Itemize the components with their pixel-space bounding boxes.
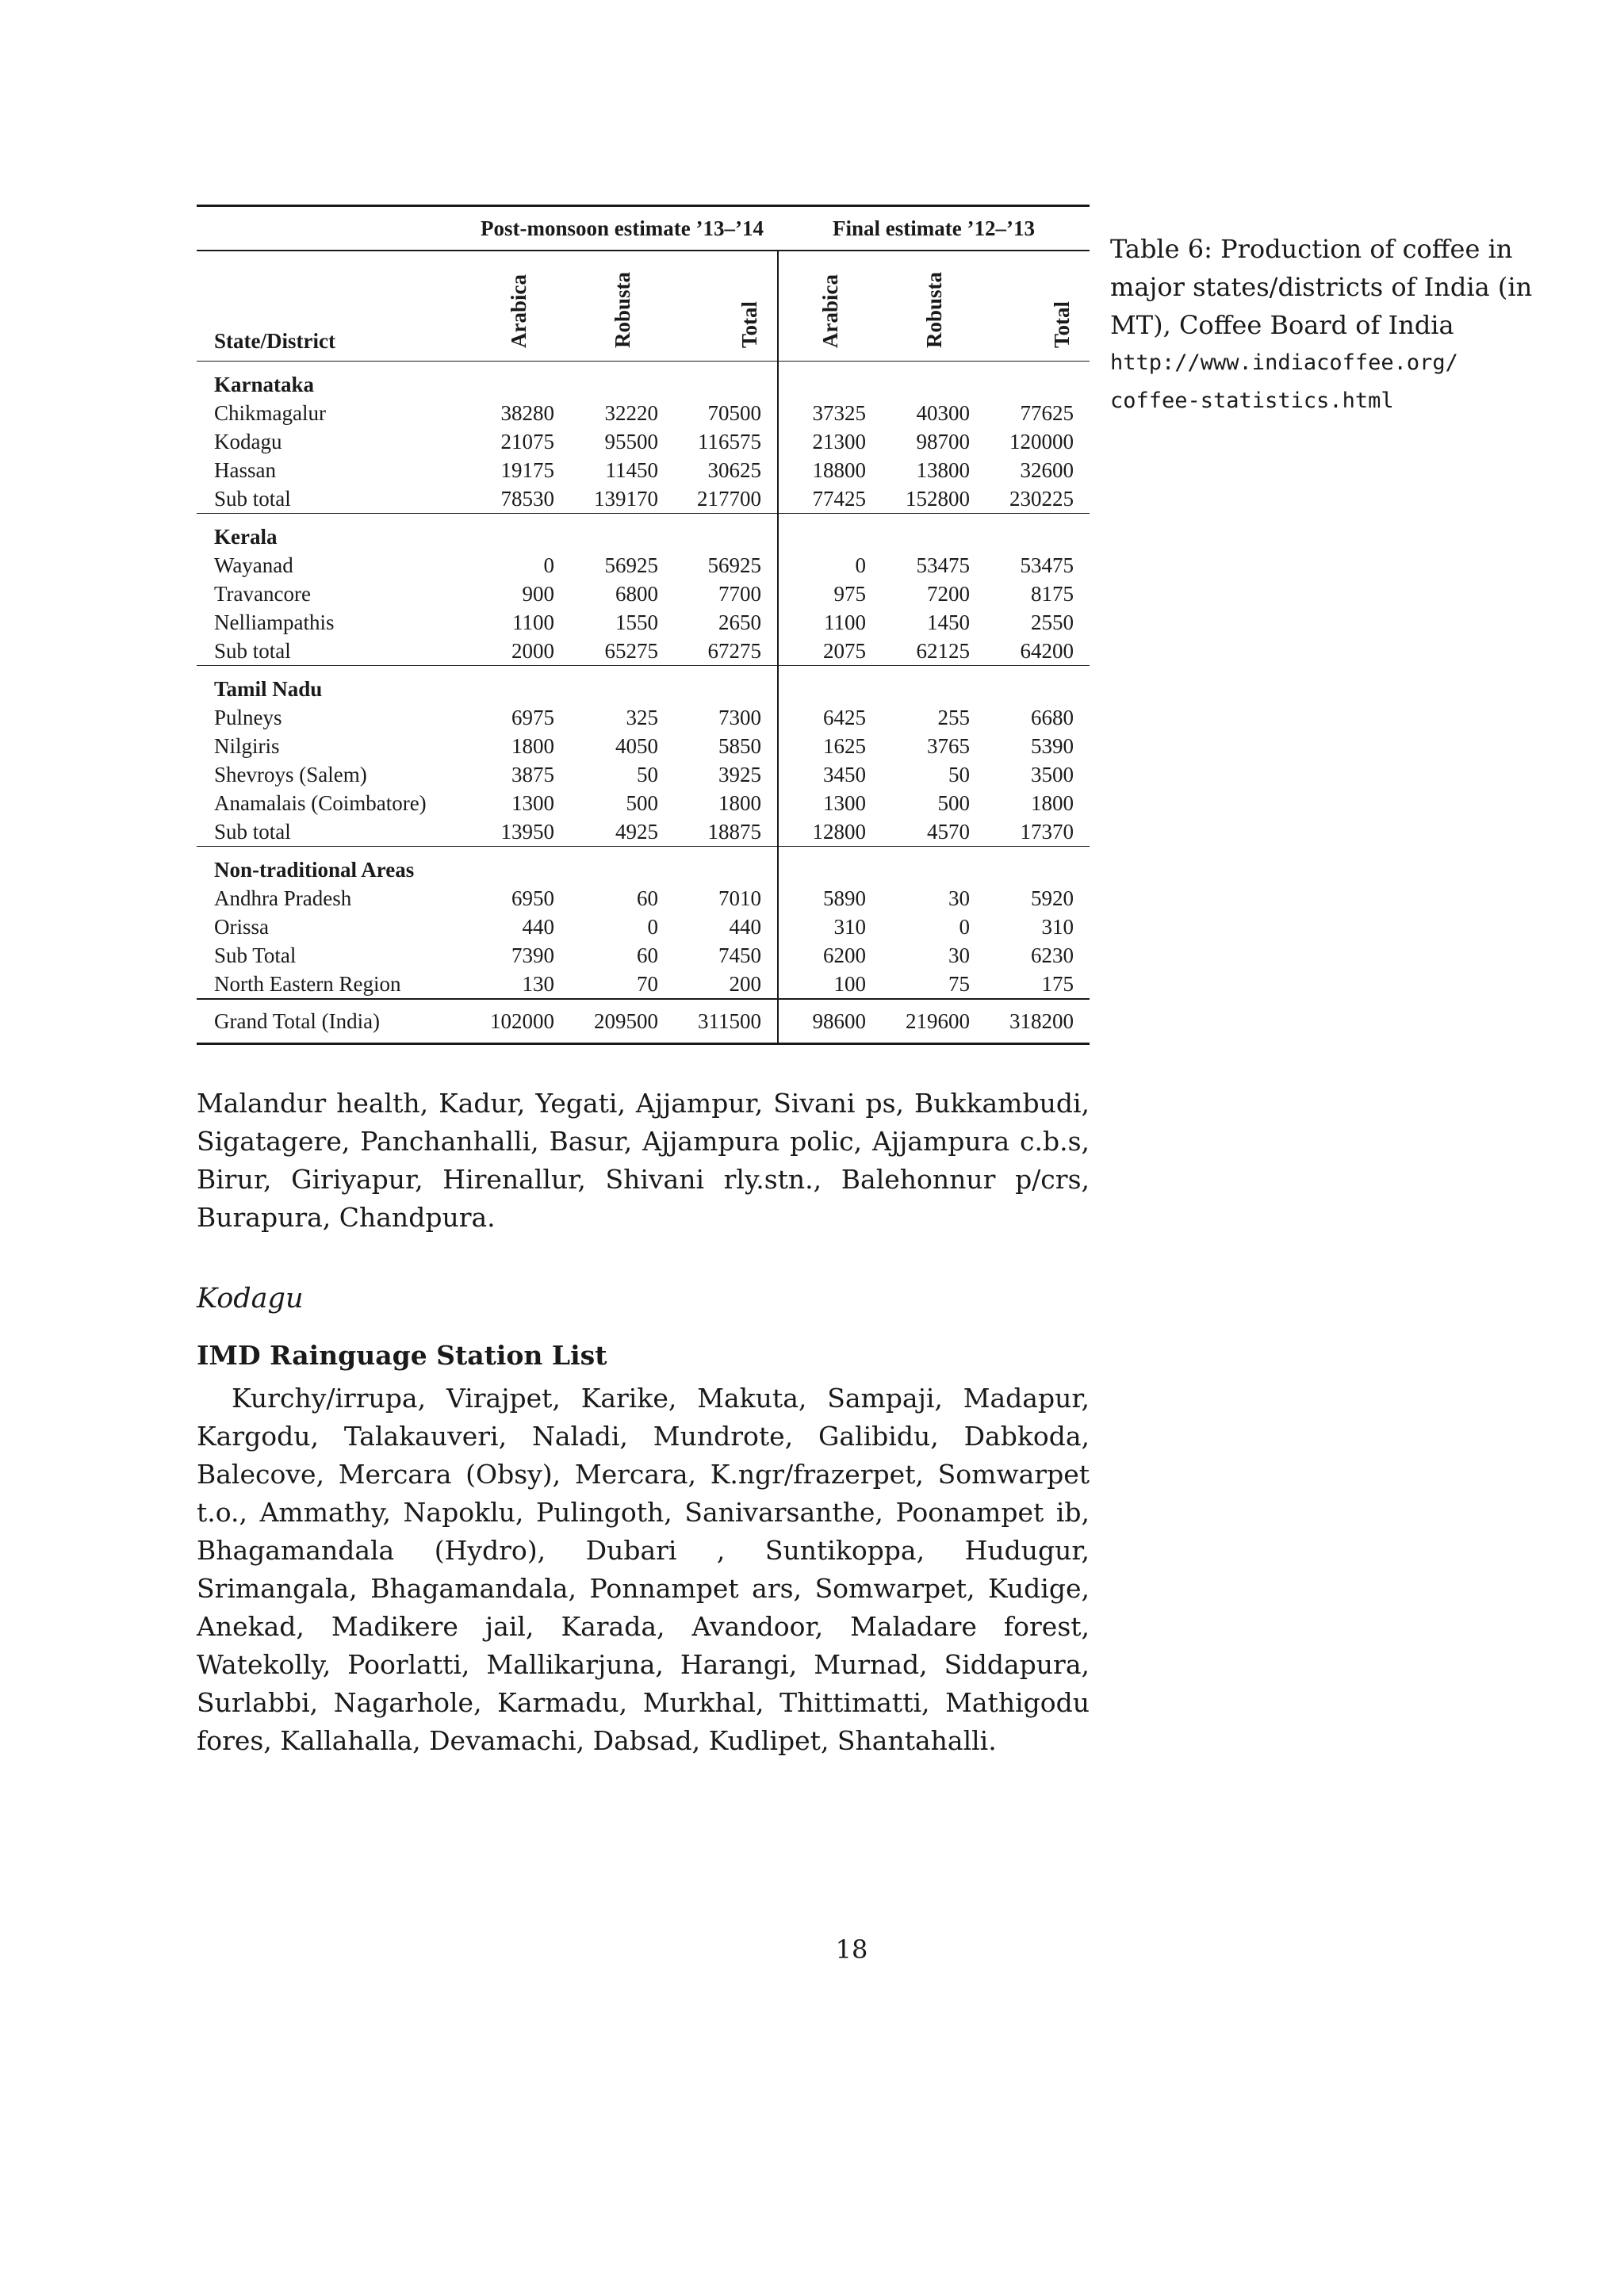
region-row-blank-cell: [466, 666, 570, 704]
row-value: 6975: [511, 706, 554, 729]
row-value: 18875: [707, 820, 761, 844]
region-row-blank-cell: [986, 666, 1090, 704]
row-value: 7390: [511, 943, 554, 967]
row-value: 77625: [1020, 401, 1074, 425]
col-header-total-2: Total: [1050, 300, 1074, 348]
row-value: 56925: [604, 553, 658, 577]
row-value: 7700: [718, 582, 761, 606]
row-value: 440: [522, 915, 554, 939]
table-row: [197, 732, 1090, 760]
row-value: 6680: [1031, 706, 1074, 729]
row-value: 6230: [1031, 943, 1074, 967]
group-header-final-estimate: Final estimate ’12–’13: [833, 216, 1035, 240]
region-row: [197, 847, 1090, 885]
col-header-total-1: Total: [737, 300, 761, 348]
row-value: 98700: [916, 430, 970, 453]
row-name: North Eastern Region: [214, 972, 401, 996]
table-row: [197, 913, 1090, 941]
region-row-blank-cell: [674, 362, 778, 400]
row-name: Sub total: [214, 487, 291, 511]
table-row: [197, 484, 1090, 514]
row-value: 56925: [707, 553, 761, 577]
row-value: 40300: [916, 401, 970, 425]
row-value: 217700: [697, 487, 761, 511]
row-value: 200: [729, 972, 761, 996]
region-row-blank-cell: [778, 666, 882, 704]
grand-total-value: 102000: [490, 1009, 554, 1033]
row-value: 30625: [707, 458, 761, 482]
row-value: 230225: [1009, 487, 1074, 511]
row-value: 310: [778, 913, 882, 941]
row-value: 130: [522, 972, 554, 996]
table-row: [197, 760, 1090, 789]
row-value: 30: [948, 943, 970, 967]
row-value: 900: [522, 582, 554, 606]
table-row: [197, 608, 1090, 637]
row-value: 60: [637, 943, 658, 967]
row-value: 8175: [1031, 582, 1074, 606]
row-name: Pulneys: [214, 706, 282, 729]
row-value: 5920: [1031, 886, 1074, 910]
row-value: 2000: [511, 639, 554, 663]
region-row-blank-cell: [674, 514, 778, 552]
grand-total-label: Grand Total (India): [214, 1009, 381, 1033]
region-row-blank-cell: [986, 514, 1090, 552]
row-value: 77425: [778, 484, 882, 514]
row-name: Sub total: [214, 639, 291, 663]
region-label: Tamil Nadu: [214, 677, 323, 701]
row-value: 1800: [1031, 791, 1074, 815]
row-value: 75: [948, 972, 970, 996]
row-value: 4050: [615, 734, 658, 758]
row-value: 65275: [604, 639, 658, 663]
region-row-blank-cell: [882, 514, 986, 552]
row-value: 1100: [512, 610, 554, 634]
row-value: 13950: [500, 820, 554, 844]
table-caption: [1110, 230, 1554, 420]
row-name: Sub total: [214, 820, 291, 844]
row-name: Sub Total: [214, 943, 297, 967]
region-row-blank-cell: [778, 514, 882, 552]
region-row-blank-cell: [882, 666, 986, 704]
row-value: 120000: [1009, 430, 1074, 453]
row-value: 3875: [511, 763, 554, 786]
region-row-blank-cell: [570, 847, 674, 885]
caption-url-line-1: http://www.indiacoffee.org/: [1110, 350, 1458, 375]
caption-url-line-2: coffee-statistics.html: [1110, 388, 1394, 413]
row-value: 62125: [916, 639, 970, 663]
row-value: 5850: [718, 734, 761, 758]
row-value: 53475: [1020, 553, 1074, 577]
row-value: 0: [647, 915, 658, 939]
region-row-blank-cell: [986, 847, 1090, 885]
region-row: [197, 514, 1090, 552]
row-value: 7300: [718, 706, 761, 729]
row-value: 7450: [718, 943, 761, 967]
row-value: 175: [1041, 972, 1074, 996]
col-header-robusta-2: Robusta: [921, 271, 946, 348]
grand-total-value: 98600: [778, 999, 882, 1044]
row-value: 6200: [778, 941, 882, 970]
row-value: 19175: [500, 458, 554, 482]
row-value: 1800: [718, 791, 761, 815]
row-value: 21300: [778, 427, 882, 456]
coffee-production-table: [197, 205, 1090, 1045]
grand-total-value: 209500: [594, 1009, 658, 1033]
row-value: 30: [948, 886, 970, 910]
table-row: [197, 817, 1090, 847]
row-value: 1625: [778, 732, 882, 760]
region-row-blank-cell: [570, 362, 674, 400]
row-value: 95500: [604, 430, 658, 453]
page-number: 18: [835, 1934, 868, 1965]
table-row: [197, 580, 1090, 608]
table-row: [197, 551, 1090, 580]
row-value: 21075: [500, 430, 554, 453]
row-value: 1300: [511, 791, 554, 815]
region-label: Non-traditional Areas: [214, 858, 415, 882]
region-row-blank-cell: [466, 362, 570, 400]
row-value: 2650: [718, 610, 761, 634]
row-value: 5890: [778, 884, 882, 913]
row-value: 100: [778, 970, 882, 999]
row-value: 500: [937, 791, 970, 815]
row-name: Kodagu: [214, 430, 282, 453]
row-value: 70500: [707, 401, 761, 425]
row-value: 3450: [778, 760, 882, 789]
row-value: 1100: [778, 608, 882, 637]
row-value: 60: [637, 886, 658, 910]
row-value: 12800: [778, 817, 882, 847]
row-value: 11450: [605, 458, 658, 482]
region-row-blank-cell: [778, 362, 882, 400]
region-row-blank-cell: [466, 514, 570, 552]
grand-total-value: 219600: [906, 1009, 970, 1033]
row-value: 7010: [718, 886, 761, 910]
row-value: 53475: [916, 553, 970, 577]
row-name: Shevroys (Salem): [214, 763, 367, 786]
caption-text: Table 6: Production of coffee in major states/districts of India (in MT), Coffee Board of India: [1110, 234, 1533, 340]
row-value: 17370: [1020, 820, 1074, 844]
row-value: 0: [778, 551, 882, 580]
row-value: 6425: [778, 703, 882, 732]
row-value: 0: [543, 553, 554, 577]
row-value: 6800: [615, 582, 658, 606]
table-row: [197, 427, 1090, 456]
table-row: [197, 703, 1090, 732]
row-value: 70: [637, 972, 658, 996]
grand-total-value: 318200: [1009, 1009, 1074, 1033]
row-value: 255: [937, 706, 970, 729]
row-value: 50: [637, 763, 658, 786]
region-row-blank-cell: [570, 514, 674, 552]
row-value: 37325: [778, 399, 882, 427]
row-value: 7200: [927, 582, 970, 606]
row-value: 1550: [615, 610, 658, 634]
col-header-arabica-2: Arabica: [778, 251, 882, 362]
region-row-blank-cell: [674, 847, 778, 885]
row-value: 32600: [1020, 458, 1074, 482]
col-header-arabica-1: Arabica: [506, 274, 530, 348]
row-value: 500: [626, 791, 658, 815]
row-name: Travancore: [214, 582, 311, 606]
group-header-post-monsoon: Post-monsoon estimate ’13–’14: [481, 216, 764, 240]
table-row: [197, 399, 1090, 427]
row-value: 152800: [906, 487, 970, 511]
row-value: 3500: [1031, 763, 1074, 786]
row-value: 64200: [1020, 639, 1074, 663]
row-value: 78530: [500, 487, 554, 511]
table-row: [197, 637, 1090, 666]
row-name: Andhra Pradesh: [214, 886, 352, 910]
row-value: 139170: [594, 487, 658, 511]
row-value: 67275: [707, 639, 761, 663]
table-row: [197, 789, 1090, 817]
row-name: Nilgiris: [214, 734, 280, 758]
row-value: 310: [1041, 915, 1074, 939]
row-value: 975: [778, 580, 882, 608]
row-value: 1450: [927, 610, 970, 634]
row-value: 2550: [1031, 610, 1074, 634]
table-row: [197, 970, 1090, 999]
row-name: Anamalais (Coimbatore): [214, 791, 427, 815]
row-value: 4570: [927, 820, 970, 844]
paragraph-station-list-continued: Malandur health, Kadur, Yegati, Ajjampur, Sivani ps, Bukkambudi, Sigatagere, Panchanhalli, Basur, Ajjampura polic, Ajjampura c.b.s, Birur, Giriyapur, Hirenallur, Shivani rly.stn., Balehonnur p/crs, Burapura, Chandpura.: [197, 1088, 1090, 1233]
row-value: 6950: [511, 886, 554, 910]
row-value: 4925: [615, 820, 658, 844]
region-row-blank-cell: [570, 666, 674, 704]
row-value: 1300: [778, 789, 882, 817]
region-row: [197, 362, 1090, 400]
row-value: 32220: [604, 401, 658, 425]
section-title-kodagu: Kodagu: [197, 1283, 304, 1314]
row-value: 1800: [511, 734, 554, 758]
region-row: [197, 666, 1090, 704]
region-row-blank-cell: [882, 362, 986, 400]
row-value: 5390: [1031, 734, 1074, 758]
table-row: [197, 884, 1090, 913]
region-label: Karnataka: [214, 373, 315, 396]
table-body: [197, 362, 1090, 1044]
row-name: Wayanad: [214, 553, 293, 577]
region-label: Kerala: [214, 525, 278, 549]
row-value: 2075: [778, 637, 882, 666]
row-value: 116575: [698, 430, 761, 453]
table-corner: [197, 206, 466, 251]
table-row: [197, 941, 1090, 970]
region-row-blank-cell: [674, 666, 778, 704]
row-value: 440: [729, 915, 761, 939]
row-value: 50: [948, 763, 970, 786]
region-row-blank-cell: [882, 847, 986, 885]
row-value: 0: [959, 915, 970, 939]
row-name: Nelliampathis: [214, 610, 335, 634]
row-name: Orissa: [214, 915, 269, 939]
row-value: 325: [626, 706, 658, 729]
col-header-robusta-1: Robusta: [610, 271, 634, 348]
subsection-title-rainguage: IMD Rainguage Station List: [197, 1340, 607, 1371]
grand-total-value: 311500: [698, 1009, 761, 1033]
paragraph-kodagu-stations: Kurchy/irrupa, Virajpet, Karike, Makuta, Sampaji, Madapur, Kargodu, Talakauveri, Naladi, Mundrote, Galibidu, Dabkoda, Balecove, Mercara (Obsy), Mercara, K.ngr/frazerpet, Somwarpet t.o., Ammathy, Napoklu, Pulingoth, Sanivarsanthe, Poonampet ib, Bhagamandala (Hydro), Dubari , Suntikoppa, Hudugur, Srimangala, Bhagamandala, Ponnampet ars, Somwarpet, Kudige, Anekad, Madikere jail, Karada, Avandoor, Maladare forest, Watekolly, Poorlatti, Mallikarjuna, Harangi, Murnad, Siddapura, Surlabbi, Nagarhole, Karmadu, Murkhal, Thittimatti, Mathigodu fores, Kallahalla, Devamachi, Dabsad, Kudlipet, Shantahalli.: [197, 1383, 1090, 1756]
table-row: [197, 456, 1090, 484]
row-name: Hassan: [214, 458, 276, 482]
coffee-production-table-container: [197, 205, 1090, 1045]
row-value: 3765: [927, 734, 970, 758]
grand-total-row: [197, 999, 1090, 1044]
row-value: 38280: [500, 401, 554, 425]
region-row-blank-cell: [986, 362, 1090, 400]
row-name: Chikmagalur: [214, 401, 326, 425]
region-row-blank-cell: [466, 847, 570, 885]
state-district-header: State/District: [214, 329, 335, 353]
row-value: 18800: [778, 456, 882, 484]
row-value: 13800: [916, 458, 970, 482]
region-row-blank-cell: [778, 847, 882, 885]
row-value: 3925: [718, 763, 761, 786]
